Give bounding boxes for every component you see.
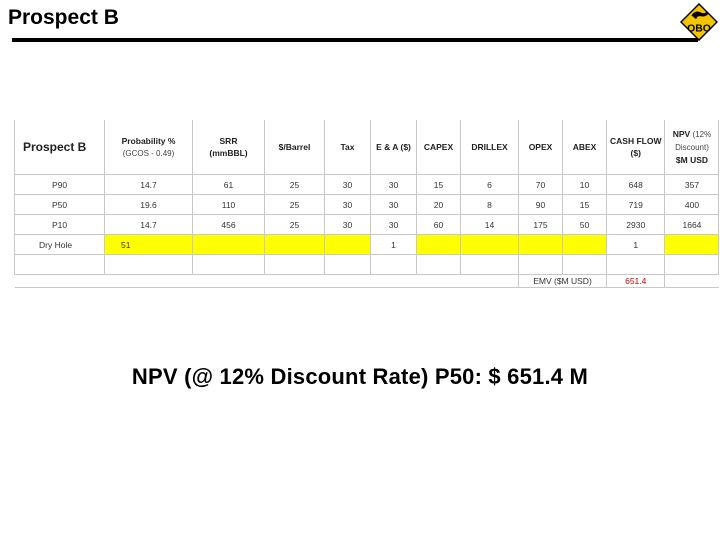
cell-opex: 90 bbox=[519, 195, 563, 215]
cell-npv: 400 bbox=[665, 195, 719, 215]
cell-ea: 30 bbox=[371, 215, 417, 235]
slide-title: Prospect B bbox=[8, 6, 119, 29]
header-srr bbox=[193, 120, 265, 175]
header-cashflow-sub: ($) bbox=[630, 148, 641, 158]
dry-hole-cashflow: 1 bbox=[607, 235, 665, 255]
cell-npv: 357 bbox=[665, 175, 719, 195]
emv-row bbox=[15, 275, 719, 288]
highlight-cell bbox=[461, 235, 519, 255]
title-divider bbox=[12, 38, 698, 42]
cell-drillex: 8 bbox=[461, 195, 519, 215]
cell-srr: 456 bbox=[193, 215, 265, 235]
cell-probability: 14.7 bbox=[105, 215, 193, 235]
empty-cell bbox=[15, 275, 519, 288]
cell-probability: 19.6 bbox=[105, 195, 193, 215]
cell-opex: 70 bbox=[519, 175, 563, 195]
cell-price: 25 bbox=[265, 195, 325, 215]
cell-ea: 30 bbox=[371, 195, 417, 215]
header-probability-label: Probability % bbox=[121, 135, 176, 146]
highlight-cell bbox=[665, 235, 719, 255]
highlight-cell bbox=[519, 235, 563, 255]
row-label: P90 bbox=[15, 175, 105, 195]
header-opex: OPEX bbox=[519, 120, 563, 175]
cell-capex: 20 bbox=[417, 195, 461, 215]
cell-ea: 30 bbox=[371, 175, 417, 195]
npv-summary: NPV (@ 12% Discount Rate) P50: $ 651.4 M bbox=[131, 364, 589, 389]
empty-cell bbox=[665, 255, 719, 275]
cell-opex: 175 bbox=[519, 215, 563, 235]
cell-tax: 30 bbox=[325, 195, 371, 215]
table-row bbox=[15, 215, 719, 235]
empty-cell bbox=[193, 255, 265, 275]
header-probability-sub: (GCOS - 0.49) bbox=[122, 148, 175, 158]
header-npv-sub2: Discount) bbox=[675, 143, 709, 152]
cell-abex: 15 bbox=[563, 195, 607, 215]
highlight-cell bbox=[265, 235, 325, 255]
highlight-cell bbox=[325, 235, 371, 255]
row-label: P10 bbox=[15, 215, 105, 235]
spacer-row bbox=[15, 255, 719, 275]
header-srr-label: SRR bbox=[219, 136, 238, 146]
cell-capex: 15 bbox=[417, 175, 461, 195]
empty-cell bbox=[461, 255, 519, 275]
table-row bbox=[15, 175, 719, 195]
empty-cell bbox=[417, 255, 461, 275]
cell-tax: 30 bbox=[325, 175, 371, 195]
header-npv bbox=[665, 120, 719, 175]
row-label: P50 bbox=[15, 195, 105, 215]
empty-cell bbox=[371, 255, 417, 275]
empty-cell bbox=[607, 255, 665, 275]
dry-hole-row bbox=[15, 235, 719, 255]
cell-price: 25 bbox=[265, 175, 325, 195]
table-header-row bbox=[15, 120, 719, 175]
empty-cell bbox=[519, 255, 563, 275]
header-cashflow-label: CASH FLOW bbox=[610, 136, 662, 146]
dry-hole-probability: 51 bbox=[105, 235, 193, 255]
highlight-cell bbox=[193, 235, 265, 255]
cell-npv: 1664 bbox=[665, 215, 719, 235]
dry-hole-label: Dry Hole bbox=[15, 235, 105, 255]
cell-probability: 14.7 bbox=[105, 175, 193, 195]
header-capex: CAPEX bbox=[417, 120, 461, 175]
cell-abex: 10 bbox=[563, 175, 607, 195]
cell-drillex: 6 bbox=[461, 175, 519, 195]
header-drillex: DRILLEX bbox=[461, 120, 519, 175]
cell-tax: 30 bbox=[325, 215, 371, 235]
empty-cell bbox=[105, 255, 193, 275]
cell-cashflow: 719 bbox=[607, 195, 665, 215]
cell-srr: 61 bbox=[193, 175, 265, 195]
header-npv-sub3: $M USD bbox=[675, 155, 709, 165]
empty-cell bbox=[563, 255, 607, 275]
header-srr-sub: (mmBBL) bbox=[209, 148, 248, 158]
table-row bbox=[15, 195, 719, 215]
empty-cell bbox=[15, 255, 105, 275]
emv-value: 651.4 bbox=[607, 275, 665, 288]
cell-cashflow: 648 bbox=[607, 175, 665, 195]
cell-abex: 50 bbox=[563, 215, 607, 235]
obo-logo-icon bbox=[680, 3, 718, 41]
header-tax: Tax bbox=[325, 120, 371, 175]
cell-price: 25 bbox=[265, 215, 325, 235]
header-probability bbox=[105, 120, 193, 175]
highlight-cell bbox=[563, 235, 607, 255]
header-ea: E & A ($) bbox=[371, 120, 417, 175]
cell-capex: 60 bbox=[417, 215, 461, 235]
header-prospect: Prospect B bbox=[15, 120, 105, 175]
header-npv-label: NPV bbox=[672, 129, 691, 139]
empty-cell bbox=[665, 275, 719, 288]
logo-text: OBO bbox=[687, 23, 711, 35]
dry-hole-ea: 1 bbox=[371, 235, 417, 255]
cell-drillex: 14 bbox=[461, 215, 519, 235]
header-npv-sub1: (12% bbox=[692, 130, 712, 139]
header-price: $/Barrel bbox=[265, 120, 325, 175]
header-cashflow bbox=[607, 120, 665, 175]
highlight-cell bbox=[417, 235, 461, 255]
empty-cell bbox=[325, 255, 371, 275]
prospect-table bbox=[14, 120, 719, 288]
cell-cashflow: 2930 bbox=[607, 215, 665, 235]
cell-srr: 110 bbox=[193, 195, 265, 215]
header-abex: ABEX bbox=[563, 120, 607, 175]
empty-cell bbox=[265, 255, 325, 275]
emv-label: EMV ($M USD) bbox=[519, 275, 607, 288]
